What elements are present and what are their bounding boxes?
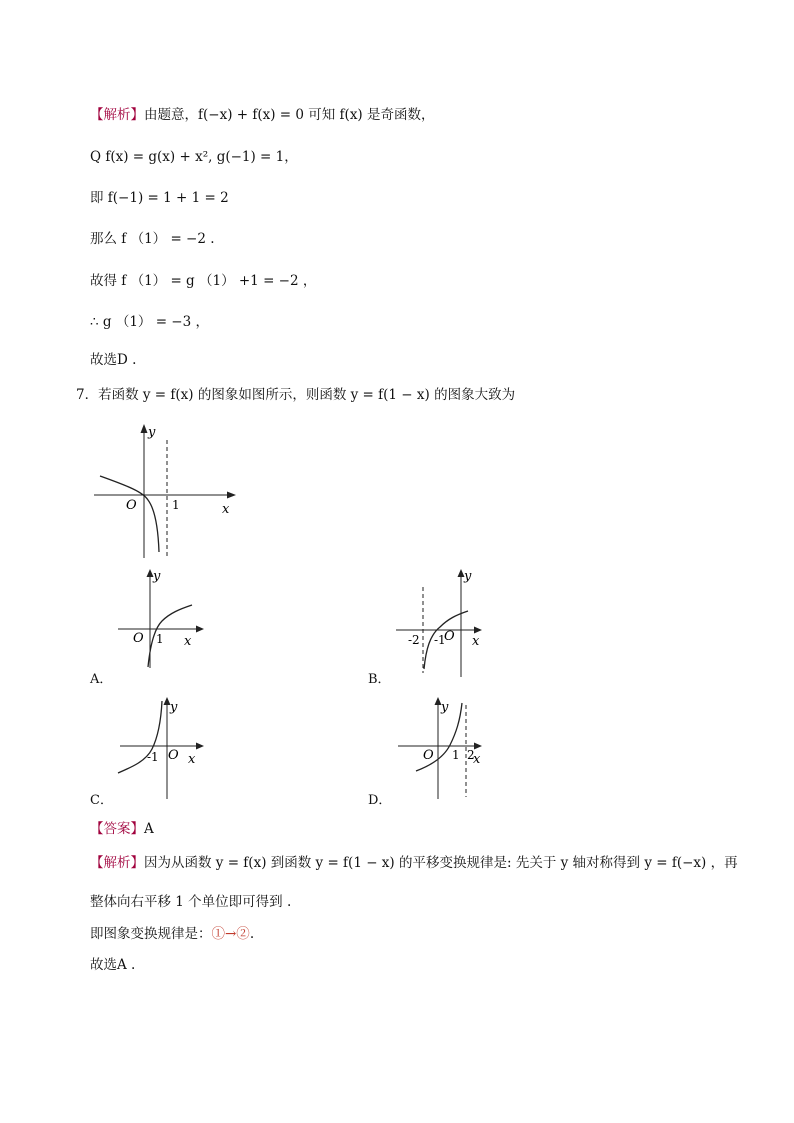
x-axis-arrow [196,626,204,633]
analysis-text: 因为从函数 y = f(x) 到函数 y = f(1 − x) 的平移变换规律是: 先关于 y 轴对称得到 y = f(−x) ，再 [144,855,738,871]
origin-label: O [126,498,137,513]
y-label: y [441,700,449,715]
option-a-graph [110,565,210,670]
x-axis-arrow [227,492,236,499]
analysis-text: 由题意，f(−x) + f(x) = 0 可知 f(x) 是奇函数， [144,107,435,123]
answer-line [90,819,154,839]
analysis-2-line-4: 故选A . [90,957,136,973]
option-c-label[interactable]: C． [90,793,113,808]
answer-tag: 【答案】 [90,821,144,837]
y-label: y [170,700,178,715]
main-graph [88,420,248,560]
x-label: x [188,752,196,767]
x-axis-arrow [474,743,482,750]
origin-label: O [423,748,434,763]
curve [100,476,159,552]
x-axis-arrow [474,627,482,634]
x-axis-arrow [196,743,204,750]
x-label: x [473,752,481,767]
y-label: y [148,425,156,440]
y-label: y [153,569,161,584]
origin-label: O [444,629,455,644]
option-b-label[interactable]: B． [368,672,391,687]
analysis-1-line-4: 那么 f （1） = −2 . [90,231,215,247]
option-d-graph [388,693,488,801]
y-axis-arrow [141,424,148,433]
x-label: x [472,634,480,649]
tick-1: 1 [156,632,164,646]
option-b-graph [388,565,488,680]
x-label: x [184,634,192,649]
analysis-1-line-1 [90,105,435,125]
question-7: 7．若函数 y = f(x) 的图象如图所示，则函数 y = f(1 − x) 的图象大致为 [76,387,516,403]
tick-1: 1 [172,498,180,512]
analysis-tag: 【解析】 [90,855,144,871]
analysis-1-line-7: 故选D . [90,352,137,368]
analysis-2-line-1 [90,853,738,873]
analysis-tag: 【解析】 [90,107,144,123]
tick-1: 1 [452,748,460,762]
tick-2: 2 [467,748,475,762]
tick-minus-1: -1 [147,750,159,764]
answer-value: A [144,821,154,837]
transform-prefix: 即图象变换规律是： [90,926,212,942]
analysis-1-line-2: Q f(x) = g(x) + x², g(−1) = 1， [90,149,298,165]
transform-suffix: . [249,926,255,942]
tick-minus-1: -1 [434,633,446,647]
analysis-2-line-2: 整体向右平移 1 个单位即可得到 . [90,894,292,910]
origin-label: O [168,748,179,763]
option-c-graph [110,693,210,801]
option-a-label[interactable]: A． [90,672,113,687]
analysis-1-line-3: 即 f(−1) = 1 + 1 = 2 [90,190,229,206]
option-d-label[interactable]: D． [368,793,392,808]
y-label: y [464,569,472,584]
transform-steps: ①→② [211,926,250,942]
analysis-2-line-3 [90,924,254,944]
analysis-1-line-5: 故得 f （1） = g （1） +1 = −2 ， [90,273,317,289]
origin-label: O [133,631,144,646]
analysis-1-line-6: ∴ g （1） = −3 ， [90,314,209,330]
x-label: x [222,502,230,517]
tick-minus-2: -2 [408,633,420,647]
